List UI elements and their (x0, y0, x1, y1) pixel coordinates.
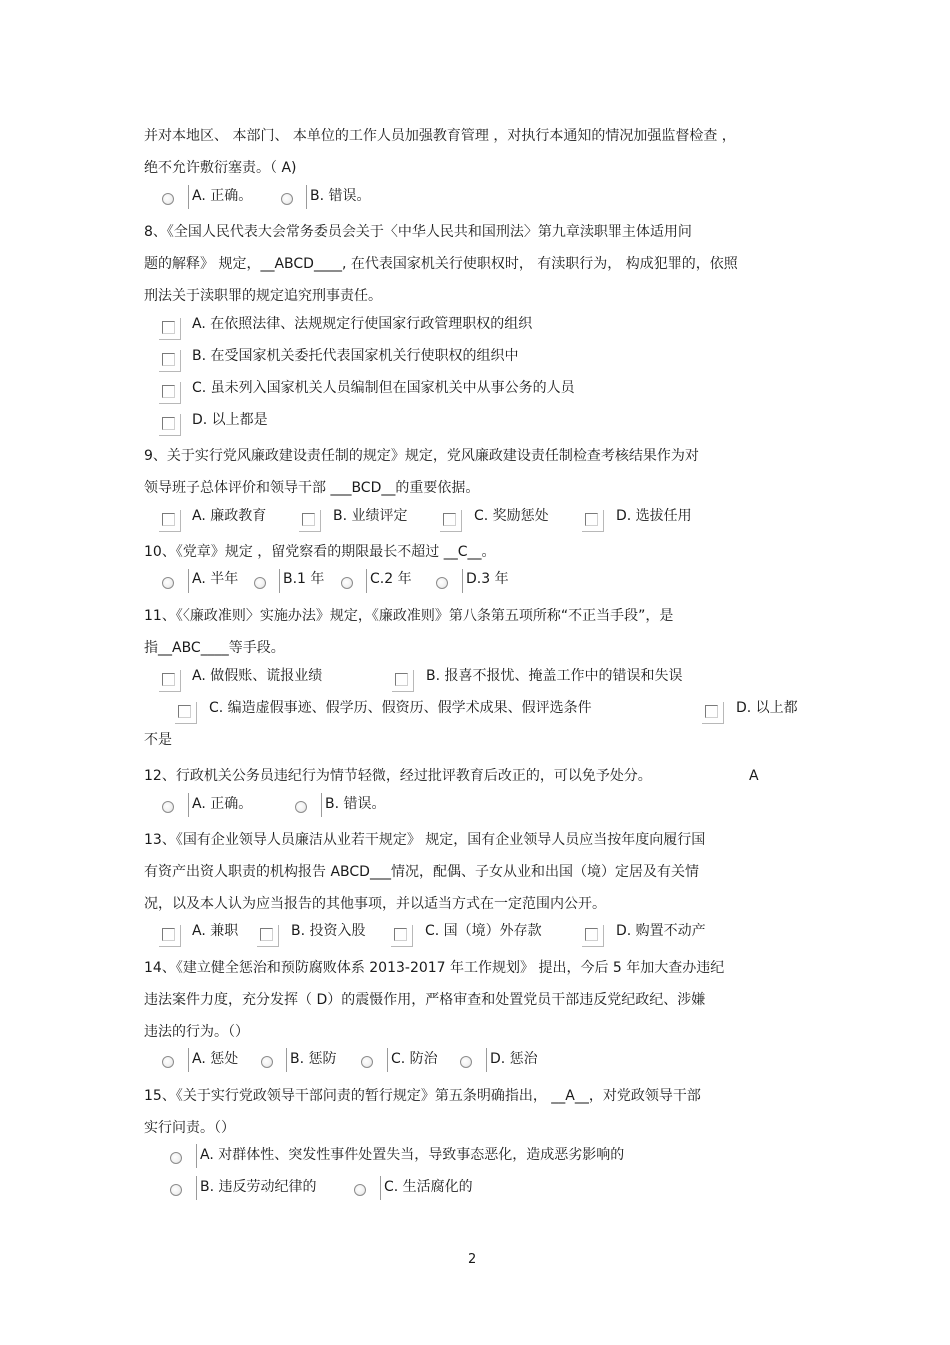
q9-stem-line-2: 领导班子总体评价和领导干部 ___BCD__的重要依据。 (144, 480, 480, 496)
q8-option-a-checkbox[interactable] (162, 321, 175, 334)
q7-stem-line-2: 绝不允许敷衍塞责。（ A) (144, 160, 297, 176)
option-separator (366, 569, 367, 593)
q8-stem-line-1: 8、《全国人民代表大会常务委员会关于〈中华人民共和国刑法〉第九章渎职罪主体适用问 (144, 224, 692, 240)
q15-option-c-label: C. 生活腐化的 (384, 1179, 473, 1195)
q13-option-a-checkbox[interactable] (162, 928, 175, 941)
q7-option-b-radio[interactable] (281, 193, 293, 205)
q15-option-b-radio[interactable] (170, 1184, 182, 1196)
q15-option-a-label: A. 对群体性、突发性事件处置失当，导致事态恶化，造成恶劣影响的 (200, 1147, 625, 1163)
q11-option-d-wrap: 不是 (144, 732, 172, 748)
q9-option-d-label: D. 选拔任用 (616, 508, 692, 524)
option-separator (196, 1144, 197, 1168)
q10-option-c-radio[interactable] (341, 577, 353, 589)
q11-option-b-label: B. 报喜不报忧、掩盖工作中的错误和失误 (426, 668, 683, 684)
q10-option-b-label: B.1 年 (283, 571, 325, 587)
option-separator (188, 1048, 189, 1072)
q15-option-b-label: B. 违反劳动纪律的 (200, 1179, 317, 1195)
q14-option-a-label: A. 惩处 (192, 1051, 239, 1067)
option-separator (279, 569, 280, 593)
q11-option-a-checkbox[interactable] (162, 673, 175, 686)
option-separator (306, 185, 307, 209)
q12-option-b-radio[interactable] (295, 801, 307, 813)
q7-option-a-radio[interactable] (162, 193, 174, 205)
q8-stem-line-3: 刑法关于渎职罪的规定追究刑事责任。 (144, 288, 382, 304)
q10-option-d-label: D.3 年 (466, 571, 509, 587)
q11-stem-line-2: 指__ABC____等手段。 (144, 640, 285, 656)
q12-stem-line-1: 12、行政机关公务员违纪行为情节轻微，经过批评教育后改正的，可以免予处分。 (144, 768, 652, 784)
q10-option-a-radio[interactable] (162, 577, 174, 589)
q7-stem-line-1: 并对本地区、 本部门、 本单位的工作人员加强教育管理 ，对执行本通知的情况加强监督检查 ， (144, 128, 736, 144)
q8-stem-line-2: 题的解释》 规定，__ABCD____, 在代表国家机关行使职权时， 有渎职行为， 构成犯罪的，依照 (144, 256, 738, 272)
q9-stem-line-1: 9、关于实行党风廉政建设责任制的规定》规定，党风廉政建设责任制检查考核结果作为对 (144, 448, 699, 464)
q13-stem-line-2: 有资产出资人职责的机构报告 ABCD___情况，配偶、子女从业和出国（境）定居及有关情 (144, 864, 699, 880)
q8-option-a-label: A. 在依照法律、法规规定行使国家行政管理职权的组织 (192, 316, 533, 332)
q9-option-c-label: C. 奖励惩处 (474, 508, 549, 524)
q14-option-a-radio[interactable] (162, 1056, 174, 1068)
q15-option-c-radio[interactable] (354, 1184, 366, 1196)
option-separator (380, 1176, 381, 1200)
q11-stem-line-1: 11、《〈廉政准则〉实施办法》规定，《廉政准则》第八条第五项所称“不正当手段”，是 (144, 608, 674, 624)
q7-option-b-label: B. 错误。 (310, 188, 371, 204)
option-separator (286, 1048, 287, 1072)
option-separator (462, 569, 463, 593)
q14-option-d-radio[interactable] (460, 1056, 472, 1068)
q15-option-a-radio[interactable] (170, 1152, 182, 1164)
q12-option-a-label: A. 正确。 (192, 796, 253, 812)
q11-option-d-checkbox[interactable] (705, 705, 718, 718)
option-separator (321, 793, 322, 817)
q11-option-c-checkbox[interactable] (178, 705, 191, 718)
q8-option-d-label: D. 以上都是 (192, 412, 268, 428)
q8-option-b-label: B. 在受国家机关委托代表国家机关行使职权的组织中 (192, 348, 519, 364)
q9-option-b-label: B. 业绩评定 (333, 508, 408, 524)
q13-option-b-checkbox[interactable] (260, 928, 273, 941)
q8-option-d-checkbox[interactable] (162, 417, 175, 430)
q11-option-b-checkbox[interactable] (395, 673, 408, 686)
q14-option-c-label: C. 防治 (391, 1051, 438, 1067)
q13-option-d-label: D. 购置不动产 (616, 923, 706, 939)
q13-option-c-label: C. 国（境）外存款 (425, 923, 542, 939)
page-number: 2 (468, 1252, 477, 1267)
q10-stem-line-1: 10、《党章》规定 ，留党察看的期限最长不超过 __C__。 (144, 544, 496, 560)
q14-stem-line-2: 违法案件力度，充分发挥（ D）的震慑作用，严格审查和处置党员干部违反党纪政纪、涉嫌 (144, 992, 706, 1008)
q9-option-c-checkbox[interactable] (443, 513, 456, 526)
q9-option-a-checkbox[interactable] (162, 513, 175, 526)
q12-option-b-label: B. 错误。 (325, 796, 386, 812)
q14-stem-line-1: 14、《建立健全惩治和预防腐败体系 2013-2017 年工作规划》 提出，今后 5 年加大查办违纪 (144, 960, 725, 976)
q14-option-b-radio[interactable] (261, 1056, 273, 1068)
q10-option-d-radio[interactable] (436, 577, 448, 589)
q7-option-a-label: A. 正确。 (192, 188, 253, 204)
q14-option-c-radio[interactable] (361, 1056, 373, 1068)
q13-option-a-label: A. 兼职 (192, 923, 239, 939)
option-separator (486, 1048, 487, 1072)
option-separator (387, 1048, 388, 1072)
option-separator (188, 569, 189, 593)
q8-option-c-checkbox[interactable] (162, 385, 175, 398)
q13-option-c-checkbox[interactable] (394, 928, 407, 941)
q13-stem-line-3: 况，以及本人认为应当报告的其他事项，并以适当方式在一定范围内公开。 (144, 896, 606, 912)
q11-option-a-label: A. 做假账、谎报业绩 (192, 668, 323, 684)
q8-option-c-label: C. 虽未列入国家机关人员编制但在国家机关中从事公务的人员 (192, 380, 575, 396)
q10-option-c-label: C.2 年 (370, 571, 412, 587)
q11-option-c-label: C. 编造虚假事迹、假学历、假资历、假学术成果、假评选条件 (209, 700, 592, 716)
q11-option-d-label: D. 以上都 (736, 700, 798, 716)
q14-option-d-label: D. 惩治 (490, 1051, 538, 1067)
q8-option-b-checkbox[interactable] (162, 353, 175, 366)
q12-option-a-radio[interactable] (162, 801, 174, 813)
q14-stem-line-3: 违法的行为。（） (144, 1024, 249, 1040)
q10-option-a-label: A. 半年 (192, 571, 239, 587)
option-separator (188, 185, 189, 209)
q9-option-a-label: A. 廉政教育 (192, 508, 267, 524)
q9-option-d-checkbox[interactable] (585, 513, 598, 526)
q13-option-d-checkbox[interactable] (585, 928, 598, 941)
q9-option-b-checkbox[interactable] (302, 513, 315, 526)
q15-stem-line-2: 实行问责。（） (144, 1120, 235, 1136)
q15-stem-line-1: 15、《关于实行党政领导干部问责的暂行规定》第五条明确指出， __A__，对党政领导干部 (144, 1088, 701, 1104)
option-separator (196, 1176, 197, 1200)
q14-option-b-label: B. 惩防 (290, 1051, 337, 1067)
q10-option-b-radio[interactable] (254, 577, 266, 589)
q13-option-b-label: B. 投资入股 (291, 923, 366, 939)
option-separator (188, 793, 189, 817)
q13-stem-line-1: 13、《国有企业领导人员廉洁从业若干规定》 规定，国有企业领导人员应当按年度向履行国 (144, 832, 706, 848)
q12-answer: A (749, 768, 759, 784)
